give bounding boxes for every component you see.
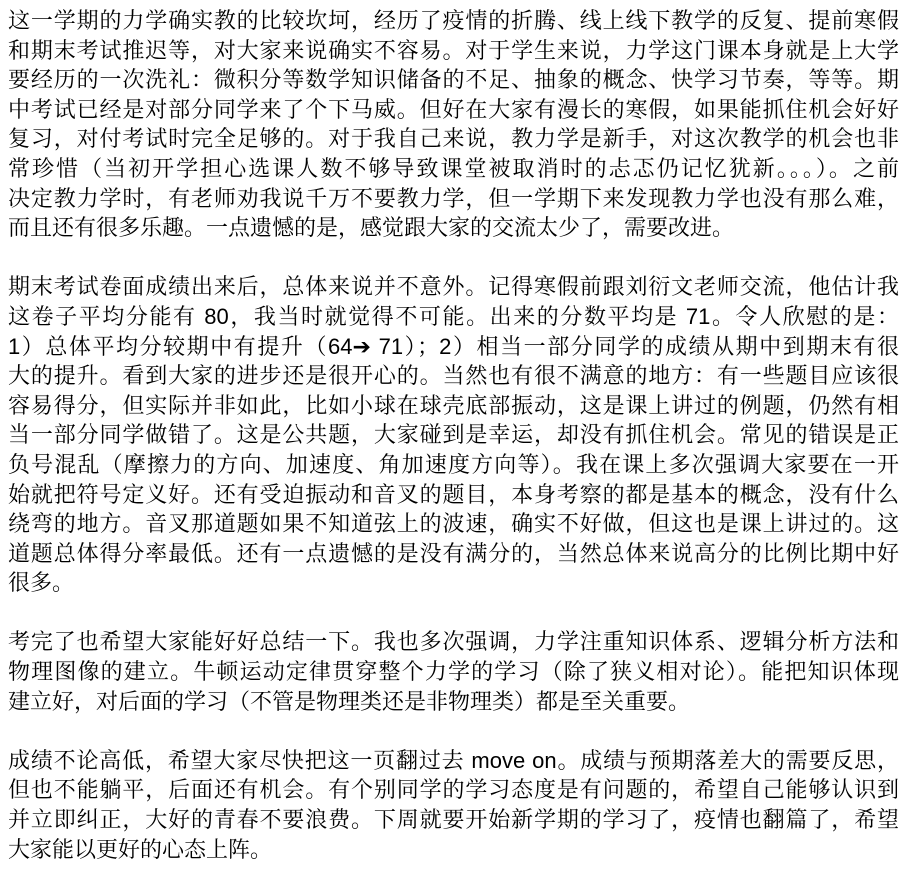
text-line: 和期末考试推迟等，对大家来说确实不容易。对于学生来说，力学这门课本身就是上大学 xyxy=(8,37,899,63)
text-line: 容易得分，但实际并非如此，比如小球在球壳底部振动，这是课上讲过的例题，仍然有相 xyxy=(8,392,899,418)
text-line: 要经历的一次洗礼：微积分等数学知识储备的不足、抽象的概念、快学习节奏，等等。期 xyxy=(8,67,899,93)
text-line: 负号混乱（摩擦力的方向、加速度、角加速度方向等）。我在课上多次强调大家要在一开 xyxy=(8,451,899,477)
text-line: 并立即纠正，大好的青春不要浪费。下周就要开始新学期的学习了，疫情也翻篇了，希望 xyxy=(8,807,899,833)
text-line: 而且还有很多乐趣。一点遗憾的是，感觉跟大家的交流太少了，需要改进。 xyxy=(8,215,735,241)
text-line: 但也不能躺平，后面还有机会。有个别同学的学习态度是有问题的，希望自己能够认识到 xyxy=(8,777,899,803)
text-line: 绕弯的地方。音叉那道题如果不知道弦上的波速，确实不好做，但这也是课上讲过的。这 xyxy=(8,511,899,537)
text-line: 1）总体平均分较期中有提升（64➔ 71）；2）相当一部分同学的成绩从期中到期末有很 xyxy=(8,333,899,359)
text-line: 决定教力学时，有老师劝我说千万不要教力学，但一学期下来发现教力学也没有那么难， xyxy=(8,185,899,211)
text-line: 大的提升。看到大家的进步还是很开心的。当然也有很不满意的地方：有一些题目应该很 xyxy=(8,363,899,389)
text-line: 考完了也希望大家能好好总结一下。我也多次强调，力学注重知识体系、逻辑分析方法和 xyxy=(8,629,899,655)
text-line: 始就把符号定义好。还有受迫振动和音叉的题目，本身考察的都是基本的概念，没有什么 xyxy=(8,481,899,507)
text-line: 成绩不论高低，希望大家尽快把这一页翻过去 move on。成绩与预期落差大的需要反思， xyxy=(8,747,899,773)
text-line: 建立好，对后面的学习（不管是物理类还是非物理类）都是至关重要。 xyxy=(8,688,691,714)
paragraph xyxy=(8,272,899,598)
text-line: 大家能以更好的心态上阵。 xyxy=(8,836,273,862)
text-line: 中考试已经是对部分同学来了个下马威。但好在大家有漫长的寒假，如果能抓住机会好好 xyxy=(8,96,899,122)
text-line: 道题总体得分率最低。还有一点遗憾的是没有满分的，当然总体来说高分的比例比期中好 xyxy=(8,540,899,566)
text-line: 物理图像的建立。牛顿运动定律贯穿整个力学的学习（除了狭义相对论）。能把知识体现 xyxy=(8,659,899,685)
paragraph xyxy=(8,627,899,716)
text-line: 很多。 xyxy=(8,570,75,596)
paragraph xyxy=(8,6,899,243)
text-line: 常珍惜（当初开学担心选课人数不够导致课堂被取消时的忐忑仍记忆犹新。。。）。之前 xyxy=(8,155,899,181)
text-line: 期末考试卷面成绩出来后，总体来说并不意外。记得寒假前跟刘衍文老师交流，他估计我 xyxy=(8,274,899,300)
paragraph xyxy=(8,746,899,864)
text-line: 这卷子平均分能有 80，我当时就觉得不可能。出来的分数平均是 71。令人欣慰的是： xyxy=(8,303,899,329)
document-body xyxy=(8,6,899,864)
text-line: 这一学期的力学确实教的比较坎坷，经历了疫情的折腾、线上线下教学的反复、提前寒假 xyxy=(8,8,899,33)
text-line: 当一部分同学做错了。这是公共题，大家碰到是幸运，却没有抓住机会。常见的错误是正 xyxy=(8,422,899,448)
text-line: 复习，对付考试时完全足够的。对于我自己来说，教力学是新手，对这次教学的机会也非 xyxy=(8,126,899,152)
